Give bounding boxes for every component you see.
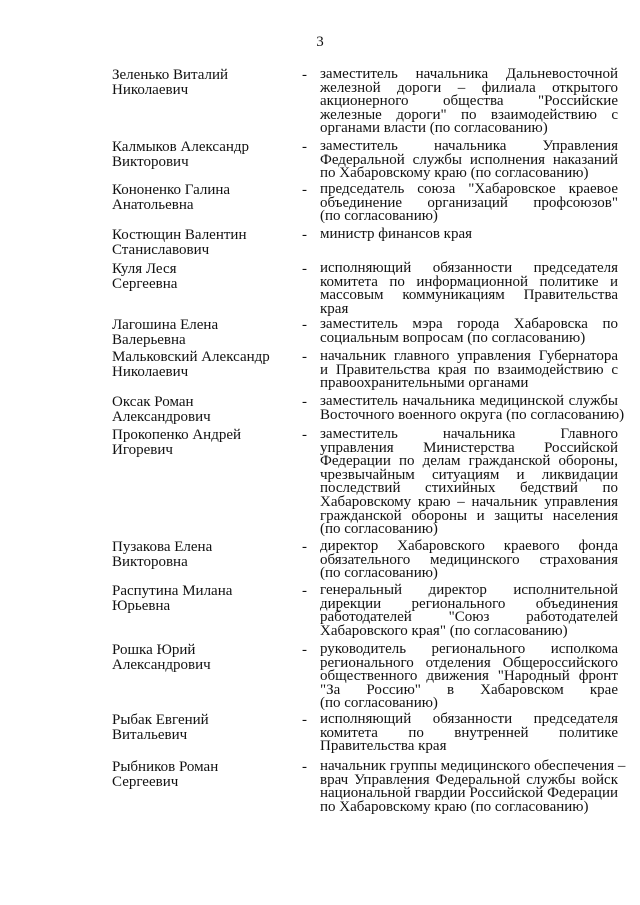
separator-dash: - (302, 227, 307, 243)
member-name (112, 183, 297, 212)
member-name-line: Рыбак Евгений (112, 712, 209, 728)
member-position (320, 643, 618, 711)
member-name-line: Лагошина Елена (112, 317, 219, 333)
member-position-line: гражданской обороны и защиты населения (320, 507, 618, 524)
separator-dash: - (302, 261, 307, 277)
member-name (112, 68, 297, 97)
member-position-line: Правительства края (320, 738, 447, 755)
separator-dash: - (302, 583, 307, 599)
member-name (112, 643, 297, 672)
member-position-line: железной дороги – филиала открытого (320, 79, 618, 96)
member-position (320, 758, 626, 815)
member-name-line: Кононенко Галина (112, 182, 231, 198)
separator-dash: - (302, 182, 307, 198)
member-name-line: Александрович (112, 408, 211, 425)
member-position-line: объединение организаций профсоюзов" (320, 194, 618, 211)
member-name (112, 760, 297, 789)
member-name-line: Александрович (112, 656, 211, 673)
member-position-line: (по согласованию) (320, 565, 438, 582)
member-name (112, 540, 297, 569)
member-name-line: Пузакова Елена (112, 539, 213, 555)
member-name (112, 140, 297, 169)
member-position (320, 540, 618, 581)
member-position-line: акционерного общества "Российские (320, 93, 618, 110)
member-name (112, 713, 297, 742)
member-position-line: заместитель начальника Управления (320, 138, 618, 154)
member-name-line: Юрьевна (112, 597, 171, 614)
member-name (112, 395, 297, 424)
member-name-line: Анатольевна (112, 196, 194, 213)
member-name-line: Калмыков Александр (112, 139, 250, 155)
member-position-line: заместитель начальника Главного (320, 426, 618, 442)
member-position-line: работодателей "Союз работодателей (320, 609, 618, 626)
member-position-line: по Хабаровскому краю (по согласованию) (320, 165, 589, 182)
member-position-line: железные дороги" по взаимодействию с (320, 106, 618, 123)
separator-dash: - (302, 394, 307, 410)
member-position-line: врач Управления Федеральной службы войск (320, 771, 618, 788)
member-name-line: Куля Леся (112, 261, 177, 277)
member-position (320, 318, 618, 345)
member-name-line: Прокопенко Андрей (112, 427, 242, 443)
separator-dash: - (302, 139, 307, 155)
member-position-line: национальной гвардии Российской Федерации (320, 785, 618, 802)
member-position-line: управления Министерства Российской (320, 439, 618, 456)
member-name-line: Зеленько Виталий (112, 67, 229, 83)
member-position (320, 584, 618, 638)
member-position-line: генеральный директор исполнительной (320, 582, 618, 598)
member-name-line: Викторович (112, 153, 189, 170)
member-position (320, 140, 618, 181)
member-position-line: председатель союза "Хабаровское краевое (320, 181, 618, 197)
member-position-line: директор Хабаровского краевого фонда (320, 538, 618, 554)
separator-dash: - (302, 67, 307, 83)
member-position (320, 228, 618, 242)
member-position-line: Восточного военного округа (по согласованию) (320, 406, 625, 423)
member-name-line: Станиславович (112, 241, 210, 258)
member-name-line: Сергеевич (112, 773, 179, 790)
member-position-line: и Правительства края по взаимодействию с (320, 361, 618, 378)
member-position (320, 713, 618, 754)
member-name (112, 428, 297, 457)
member-position-line: края (320, 300, 349, 317)
member-position-line: последствий стихийных бедствий по (320, 480, 618, 497)
member-name-line: Николаевич (112, 363, 189, 380)
member-position-line: комитета по внутренней политике (320, 724, 618, 741)
member-name-line: Костющин Валентин (112, 227, 247, 243)
member-position (320, 393, 625, 423)
member-name-line: Витальевич (112, 726, 188, 743)
member-name-line: Викторовна (112, 553, 188, 570)
page-number: 3 (316, 34, 324, 50)
member-position-line: заместитель начальника медицинской службы (320, 393, 618, 409)
member-position-line: регионального отделения Общероссийского (320, 654, 618, 671)
member-position-line: дирекции регионального объединения (320, 595, 618, 612)
member-position-line: заместитель начальника Дальневосточной (320, 66, 618, 82)
member-name-line: Валерьевна (112, 331, 186, 348)
member-position-line: (по согласованию) (320, 208, 438, 225)
member-position-line: комитета по информационной политике и (320, 273, 618, 290)
member-position-line: Хабаровскому краю – начальник управления (320, 493, 618, 510)
separator-dash: - (302, 427, 307, 443)
member-position (320, 183, 618, 224)
member-position-line: заместитель мэра города Хабаровска по (320, 316, 618, 332)
separator-dash: - (302, 759, 307, 775)
member-name-line: Николаевич (112, 81, 189, 98)
member-position-line: органами власти (по согласованию) (320, 120, 548, 137)
member-position-line: по Хабаровскому краю (по согласованию) (320, 798, 589, 815)
separator-dash: - (302, 642, 307, 658)
member-position-line: начальник группы медицинского обеспечения – (320, 758, 626, 774)
member-name-line: Распутина Милана (112, 583, 233, 599)
member-position-line: правоохранительными органами (320, 375, 529, 392)
member-position (320, 428, 618, 537)
separator-dash: - (302, 712, 307, 728)
member-position (320, 350, 618, 391)
member-name-line: Сергеевна (112, 275, 178, 292)
member-name (112, 350, 297, 379)
member-position-line: чрезвычайным ситуациям и ликвидации (320, 466, 618, 483)
member-name-line: Оксак Роман (112, 394, 194, 410)
member-position (320, 262, 618, 316)
member-position-line: общественного движения "Народный фронт (320, 668, 618, 685)
member-position-line: Федерации по делам гражданской обороны, (320, 453, 618, 470)
separator-dash: - (302, 317, 307, 333)
member-position-line: руководитель регионального исполкома (320, 641, 618, 657)
member-position-line: министр финансов края (320, 226, 473, 242)
member-position (320, 68, 618, 136)
member-position-line: Хабаровского края" (по согласованию) (320, 622, 568, 639)
member-position-line: социальным вопросам (по согласованию) (320, 329, 586, 346)
member-name-line: Игоревич (112, 441, 173, 458)
member-name (112, 228, 297, 257)
member-name (112, 262, 297, 291)
member-name (112, 584, 297, 613)
member-name-line: Рошка Юрий (112, 642, 196, 658)
member-position-line: исполняющий обязанности председателя (320, 711, 618, 727)
member-position-line: исполняющий обязанности председателя (320, 260, 618, 276)
member-position-line: начальник главного управления Губернатора (320, 348, 618, 364)
member-name (112, 318, 297, 347)
member-position-line: массовым коммуникациям Правительства (320, 287, 618, 304)
member-position-line: обязательного медицинского страхования (320, 551, 618, 568)
member-position-line: Федеральной службы исполнения наказаний (320, 151, 618, 168)
member-position-line: (по согласованию) (320, 695, 438, 712)
separator-dash: - (302, 539, 307, 555)
member-name-line: Мальковский Александр (112, 349, 270, 365)
member-position-line: (по согласованию) (320, 521, 438, 538)
member-name-line: Рыбников Роман (112, 759, 219, 775)
member-position-line: "За Россию" в Хабаровском крае (320, 681, 618, 698)
separator-dash: - (302, 349, 307, 365)
